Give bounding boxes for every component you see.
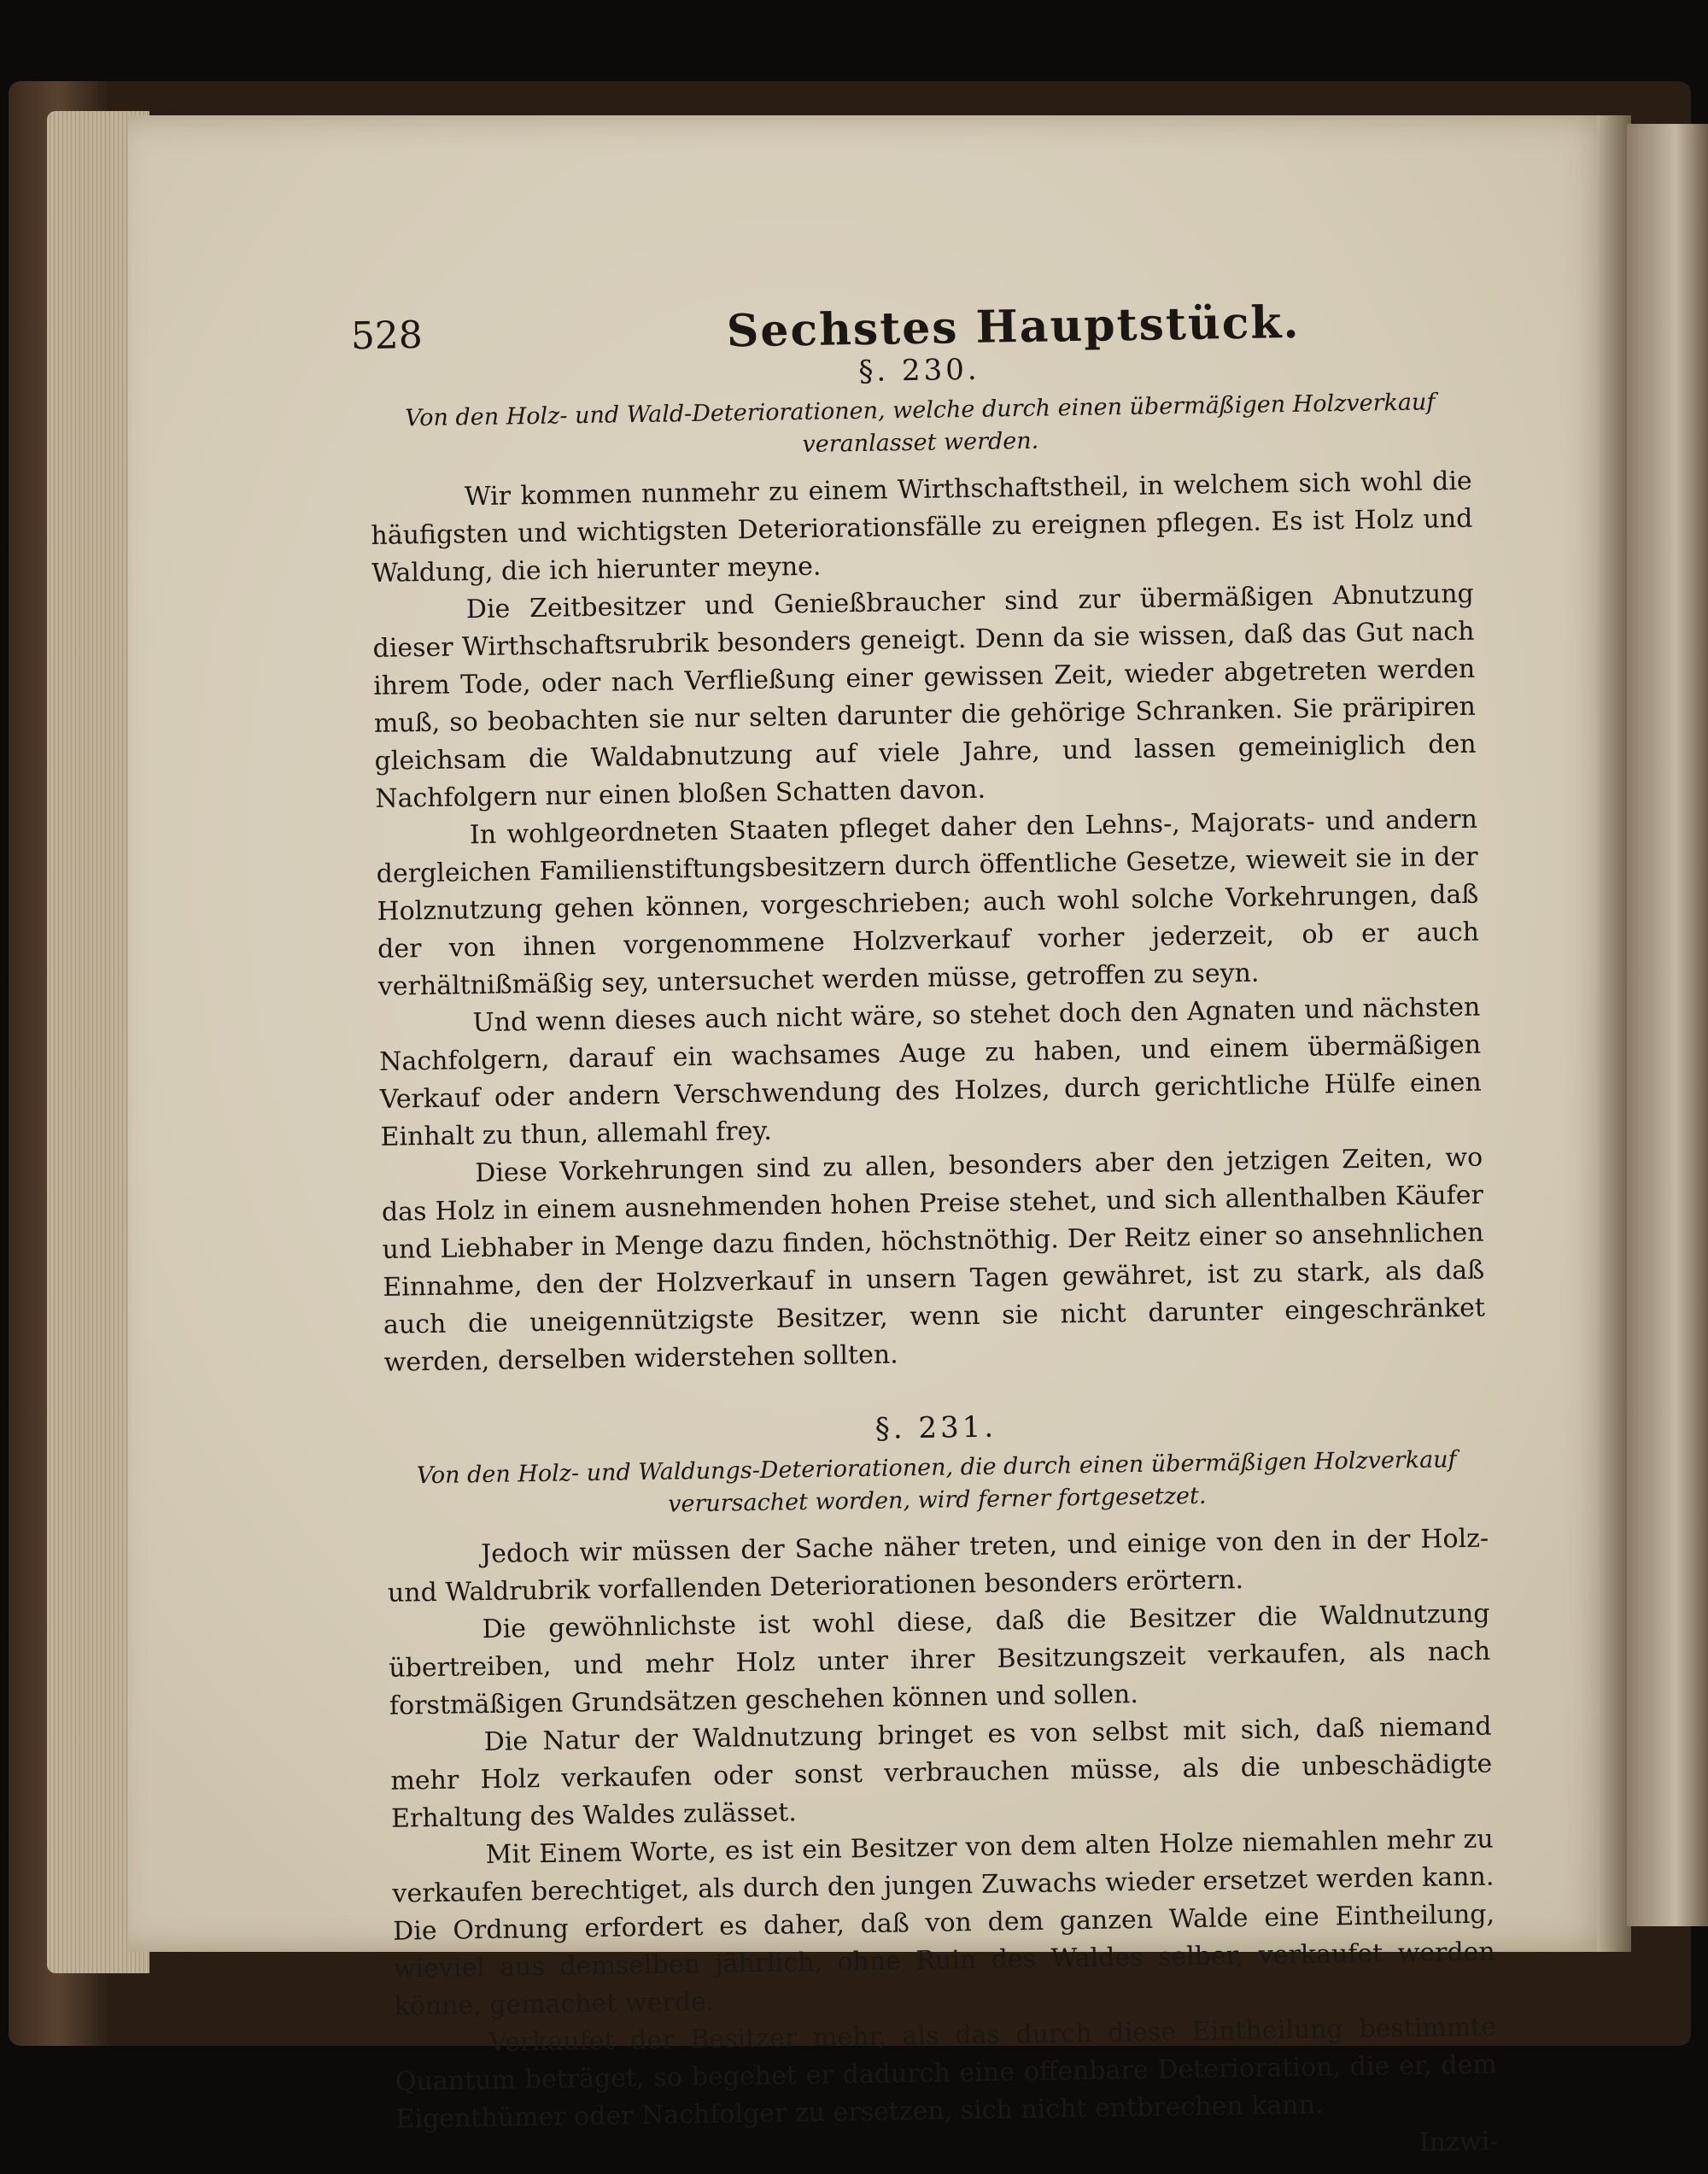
facing-page-edge xyxy=(1627,124,1708,1926)
page-number: 528 xyxy=(350,313,424,359)
paragraph: Die Natur der Waldnutzung bringet es von selbst mit sich, daß niemand mehr Holz verkaufen oder sonst verbrauchen müsse, als die unbeschädigte Erhaltung des Waldes zulässet. xyxy=(390,1711,1493,1834)
paragraph: Verkaufet der Besitzer mehr, als das durch diese Eintheilung bestimmte Quantum beträget, so begehet er dadurch eine offenbare Deterioration, die er, dem Eigenthümer oder Nachfolger zu ersetzen, sich nicht entbrechen kann. xyxy=(395,2012,1498,2135)
section-mark: §. 230. xyxy=(858,352,981,389)
paragraph: Mit Einem Worte, es ist ein Besitzer von dem alten Holze niemahlen mehr zu verkaufen berechtiget, als durch den jungen Zuwachs wieder ersetzet werden kann. Die Ordnung erfordert es daher, daß von dem ganzen Walde eine Eintheilung, wieviel aus demselben jährlich, ohne Ruin des Waldes selber, verkaufet werden könne, gemachet werde. xyxy=(392,1824,1495,2022)
paragraph: Die gewöhnlichste ist wohl diese, daß die Besitzer die Waldnutzung übertreiben, und mehr Holz unter ihrer Besitzungszeit verkaufen, als nach forstmäßigen Grundsätzen geschehen können und sollen. xyxy=(389,1598,1491,1721)
section-231 xyxy=(385,1403,1498,2139)
page-content xyxy=(350,273,1499,2174)
section-230 xyxy=(368,345,1486,1382)
section-title: Von den Holz- und Wald-Deteriorationen, welche durch einen übermäßigen Holzverkauf veranlasset werden. xyxy=(405,389,1436,459)
section-title: Von den Holz- und Waldungs-Deteriorationen, die durch einen übermäßigen Holzverkauf verursachet worden, wird ferner fortgesetzet. xyxy=(416,1446,1457,1518)
paragraph: Die Zeitbesitzer und Genießbraucher sind zur übermäßigen Abnutzung dieser Wirthschaftsrubrik besonders geneigt. Denn da sie wissen, daß das Gut nach ihrem Tode, oder nach Verfließung einer gewissen Zeit, wieder abgetreten werden muß, so beobachten sie nur selten darunter die gehörige Schranken. Sie präripiren gleichsam die Waldabnutzung auf viele Jahre, und lassen gemeiniglich den Nachfolgern nur einen bloßen Schatten davon. xyxy=(372,578,1477,814)
catchword: Inzwi- xyxy=(1418,2126,1499,2158)
paragraph: Wir kommen nunmehr zu einem Wirthschaftstheil, in welchem sich wohl die häufigsten und wichtigsten Deteriorationsfälle zu ereignen pflegen. Es ist Holz und Waldung, die ich hierunter meyne. xyxy=(371,466,1473,589)
section-mark: §. 231. xyxy=(874,1409,997,1446)
book-gutter xyxy=(1597,115,1631,1952)
paragraph: Und wenn dieses auch nicht wäre, so stehet doch den Agnaten und nächsten Nachfolgern, darauf ein wachsames Auge zu haben, und einem übermäßigen Verkauf oder andern Verschwendung des Holzes, durch gerichtliche Hülfe einen Einhalt zu thun, allemahl frey. xyxy=(378,992,1482,1152)
paragraph: Jedoch wir müssen der Sache näher treten, und einige von den in der Holz- und Waldrubrik vorfallenden Deteriorationen besonders erörtern. xyxy=(387,1523,1489,1609)
paragraph: In wohlgeordneten Staaten pfleget daher den Lehns-, Majorats- und andern dergleichen Familienstiftungsbesitzern durch öffentliche Gesetze, wieweit sie in der Holznutzung gehen können, vorgeschrieben; auch wohl solche Vorkehrungen, daß der von ihnen vorgenommene Holzverkauf vorher jederzeit, ob er auch verhältnißmäßig sey, untersuchet werden müsse, getroffen zu seyn. xyxy=(376,804,1480,1002)
running-head: Sechstes Hauptstück. xyxy=(726,296,1301,358)
paragraph: Diese Vorkehrungen sind zu allen, besonders aber den jetzigen Zeiten, wo das Holz in einem ausnehmenden hohen Preise stehet, und sich allenthalben Käufer und Liebhaber in Menge dazu finden, höchstnöthig. Der Reitz einer so ansehnlichen Einnahme, den der Holzverkauf in unsern Tagen gewähret, ist zu stark, als daß auch die uneigennützigste Besitzer, wenn sie nicht darunter eingeschränket werden, derselben widerstehen sollten. xyxy=(381,1142,1486,1378)
